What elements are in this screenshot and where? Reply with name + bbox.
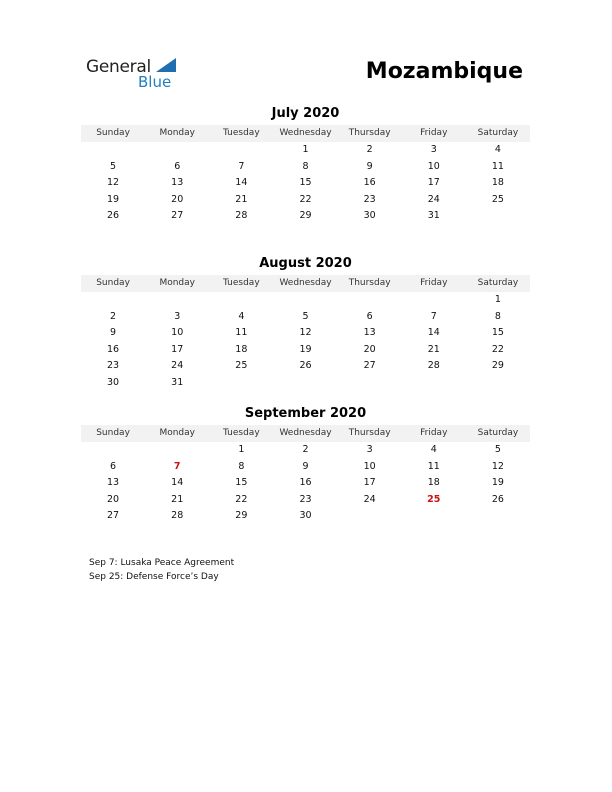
day-cell: 31 [171,376,184,388]
day-cell: 23 [363,193,376,205]
day-cell: 11 [491,160,504,172]
month-title: August 2020 [259,256,352,271]
day-cell [466,508,530,525]
day-cell: 21 [235,193,248,205]
day-cell: 14 [235,177,248,189]
day-cell: 16 [299,477,312,489]
day-cell: 13 [363,327,376,339]
day-cell: 1 [494,294,501,305]
day-cell: 27 [107,510,120,522]
week-row [81,358,530,375]
day-cell: 2 [110,310,117,322]
day-cell [402,292,466,309]
day-cell: 6 [366,310,373,322]
week-row [81,475,530,492]
weekday-label: Thursday [348,128,391,138]
day-cell: 30 [107,376,120,388]
day-cell: 14 [427,327,440,339]
day-cell: 19 [107,193,120,205]
week-row [81,309,530,326]
weekday-header [81,125,530,142]
logo-blue-text: Blue [138,73,172,91]
weekday-label: Wednesday [279,428,332,438]
week-row [81,159,530,176]
day-cell: 5 [494,444,501,455]
day-cell: 20 [171,193,184,205]
day-cell: 7 [173,460,181,472]
day-cell: 11 [235,327,248,339]
day-cell: 25 [491,193,504,205]
holiday-item: Sep 25: Defense Force’s Day [89,572,219,582]
day-cell [466,375,530,392]
day-cell: 20 [363,343,376,355]
week-row [81,508,530,525]
day-cell: 2 [366,144,373,155]
day-cell: 17 [363,477,376,489]
day-cell: 29 [491,360,504,372]
week-row [81,192,530,209]
day-cell: 16 [107,343,120,355]
weekday-label: Tuesday [223,428,260,438]
day-cell: 9 [366,160,373,172]
day-cell [273,375,337,392]
weekday-label: Saturday [477,278,519,288]
day-cell: 5 [110,160,117,172]
day-cell: 7 [430,310,437,322]
weekday-label: Wednesday [279,128,332,138]
day-cell: 31 [427,210,440,222]
day-cell: 26 [107,210,120,222]
day-cell: 4 [238,310,245,322]
logo [86,56,186,92]
day-cell: 21 [427,343,440,355]
day-cell: 3 [366,444,373,455]
weekday-label: Saturday [477,428,519,438]
day-cell: 17 [171,343,184,355]
day-cell: 10 [171,327,184,339]
month-block [81,255,530,392]
day-cell: 15 [299,177,312,189]
day-cell: 26 [491,493,504,505]
week-row [81,492,530,509]
day-cell: 8 [302,160,309,172]
month-title: September 2020 [244,406,367,421]
day-cell [466,208,530,225]
day-cell: 19 [299,343,312,355]
day-cell: 28 [427,360,440,372]
day-cell: 28 [235,210,248,222]
day-cell: 18 [235,343,248,355]
day-cell: 2 [302,444,309,455]
day-cell: 23 [107,360,120,372]
day-cell: 1 [238,444,245,455]
week-row [81,325,530,342]
day-cell: 5 [302,310,309,322]
day-cell: 6 [110,460,117,472]
weekday-label: Thursday [348,428,391,438]
weekday-header [81,425,530,442]
day-cell [338,508,402,525]
day-cell: 10 [427,160,440,172]
day-cell: 14 [171,477,184,489]
weekday-label: Saturday [477,128,519,138]
day-cell [145,292,209,309]
day-cell: 25 [427,493,441,505]
day-cell: 29 [299,210,312,222]
day-cell: 8 [238,460,245,472]
day-cell [402,375,466,392]
day-cell: 13 [171,177,184,189]
day-cell: 28 [171,510,184,522]
weekday-label: Sunday [96,128,130,138]
day-cell: 18 [427,477,440,489]
week-row [81,375,530,392]
weekday-label: Tuesday [223,278,260,288]
week-row [81,175,530,192]
day-cell [209,142,273,159]
day-cell: 21 [171,493,184,505]
day-cell [145,142,209,159]
day-cell: 20 [107,493,120,505]
day-cell: 22 [299,193,312,205]
weekday-header [81,275,530,292]
country-title: Mozambique [365,59,523,84]
day-cell: 3 [174,310,181,322]
day-cell: 30 [363,210,376,222]
day-cell: 17 [427,177,440,189]
day-cell: 19 [491,477,504,489]
day-cell: 22 [491,343,504,355]
day-cell [209,292,273,309]
day-cell: 24 [363,493,376,505]
weekday-label: Sunday [96,278,130,288]
day-cell: 9 [302,460,309,472]
day-cell: 12 [107,177,120,189]
day-cell: 25 [235,360,248,372]
holiday-list [89,556,234,584]
weekday-label: Monday [159,428,195,438]
week-row [81,142,530,159]
day-cell [273,292,337,309]
day-cell [145,442,209,459]
day-cell: 29 [235,510,248,522]
day-cell: 12 [491,460,504,472]
holiday-item: Sep 7: Lusaka Peace Agreement [89,558,235,568]
day-cell [81,442,145,459]
day-cell: 4 [430,444,437,455]
weekday-label: Friday [420,428,448,438]
logo-triangle-icon [156,58,176,72]
weekday-label: Monday [159,278,195,288]
day-cell [402,508,466,525]
weekday-label: Thursday [348,278,391,288]
day-cell [338,375,402,392]
day-cell: 15 [235,477,248,489]
week-row [81,292,530,309]
day-cell: 4 [494,144,501,155]
day-cell: 24 [171,360,184,372]
day-cell: 30 [299,510,312,522]
day-cell: 9 [110,327,117,339]
week-row [81,442,530,459]
month-block [81,405,530,525]
month-title: July 2020 [271,106,340,121]
day-cell: 7 [238,160,245,172]
day-cell: 27 [363,360,376,372]
day-cell: 15 [491,327,504,339]
day-cell: 23 [299,493,312,505]
weekday-label: Friday [420,278,448,288]
weekday-label: Friday [420,128,448,138]
weekday-label: Tuesday [223,128,260,138]
week-row [81,459,530,476]
day-cell: 11 [427,460,440,472]
day-cell [209,375,273,392]
weekday-label: Sunday [96,428,130,438]
day-cell: 16 [363,177,376,189]
day-cell: 3 [430,144,437,155]
day-cell: 12 [299,327,312,339]
day-cell: 6 [174,160,181,172]
day-cell [338,292,402,309]
logo-general-text: General [86,57,151,77]
day-cell: 10 [363,460,376,472]
weekday-label: Monday [159,128,195,138]
day-cell: 18 [491,177,504,189]
day-cell [81,142,145,159]
day-cell: 24 [427,193,440,205]
day-cell [81,292,145,309]
day-cell: 26 [299,360,312,372]
month-block [81,105,530,225]
week-row [81,208,530,225]
day-cell: 22 [235,493,248,505]
day-cell: 8 [494,310,501,322]
day-cell: 1 [302,144,309,155]
day-cell: 13 [107,477,120,489]
day-cell: 27 [171,210,184,222]
week-row [81,342,530,359]
weekday-label: Wednesday [279,278,332,288]
